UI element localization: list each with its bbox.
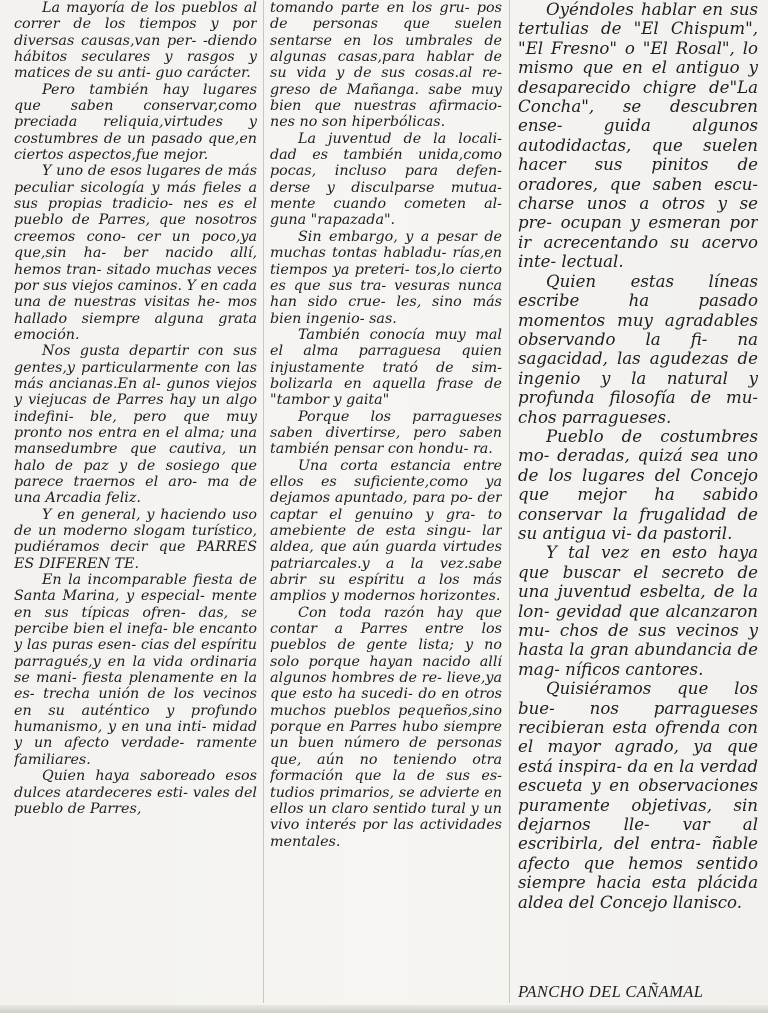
paragraph: Pero también hay lugares que saben conservar,como preciada reliquia,virtudes y costumbres de un pasado que,en ciertos aspectos,fue mejor. — [14, 81, 257, 164]
paragraph: Quien estas líneas escribe ha pasado momentos muy agradables observando la fi- na sagacidad, las agudezas de ingenio y la natural y profunda filosofía de mu- chos parragueses. — [518, 271, 758, 427]
paragraph: Y uno de esos lugares de más peculiar sicología y más fieles a sus propias tradicio- nes es el pueblo de Parres, que nosotros creemos cono- cer un poco,ya que,sin ha- ber nacido allí, hemos tran- sitado muchas veces por sus viejos caminos. Y en cada una de nuestras visitas he- mos hallado siempre alguna grata emoción. — [14, 163, 257, 343]
paragraph: La mayoría de los pueblos al correr de los tiempos y por diversas causas,van per- -diendo hábitos seculares y rasgos y matices de su anti- guo carácter. — [14, 0, 257, 82]
column-divider — [263, 0, 264, 1003]
paragraph: Quisiéramos que los bue- nos parragueses recibieran esta ofrenda con el mayor agrado, ya que está inspira- da en la verdad escueta y en observaciones puramente objetivas, sin dejarnos lle- var al escribirla, del entra- ñable afecto que hemos sentido siempre hacia esta plácida aldea del Concejo llanisco. — [518, 679, 758, 912]
paragraph: Y en general, y haciendo uso de un moderno slogam turístico, pudiéramos decir que PARRES ES DIFEREN TE. — [14, 506, 257, 572]
paragraph: Oyéndoles hablar en sus tertulias de "El Chispum", "El Fresno" o "El Rosal", lo mismo que en el antiguo y desaparecido chigre de"La Concha", se descubren ense- guida algunos autodidactas, que suelen hacer sus pinitos de oradores, que saben escu- charse unos a otros y se pre- ocupan y esmeran por ir acrecentando su acervo inte- lectual. — [518, 0, 758, 272]
paragraph: Nos gusta departir con sus gentes,y particularmente con las más ancianas.En al- gunos viejos y viejucas de Parres hay un algo indefini- ble, pero que muy pronto nos entra en el alma; una mansedumbre que cautiva, un halo de paz y de sosiego que parece traernos el aro- ma de una Arcadia feliz. — [14, 343, 257, 507]
paragraph: Con toda razón hay que contar a Parres entre los pueblos de gente lista; y no solo porque hayan nacido allí algunos hombres de re- lieve,ya que esto ha sucedi- do en otros muchos pueblos pequeños,sino porque en Parres hubo siempre un buen número de personas que, aún no teniendo otra formación que la de sus es- tudios primarios, se advierte en ellos un claro sentido tural y un vivo interés por las actividades mentales. — [270, 604, 502, 850]
column-divider — [509, 0, 510, 1003]
paragraph: Y tal vez en esto haya que buscar el secreto de una juventud esbelta, de la lon- gevidad que alcanzaron mu- chos de sus vecinos y hasta la gran abundancia de mag- níficos cantores. — [518, 543, 758, 679]
paragraph: Pueblo de costumbres mo- deradas, quizá sea uno de los lugares del Concejo que mejor ha sabido conservar la frugalidad de su antigua vi- da pastoril. — [518, 426, 758, 543]
paragraph: Sin embargo, y a pesar de muchas tontas habladu- rías,en tiempos ya preteri- tos,lo cierto es que sus tra- vesuras nunca han sido crue- les, sino más bien ingenio- sas. — [270, 228, 502, 327]
article-column-3 — [518, 0, 758, 1001]
article-column-1 — [14, 0, 257, 1001]
paragraph: La juventud de la locali- dad es también unida,como pocas, incluso para defen- derse y disculparse mutua- mente cuando cometen al- guna "rapazada". — [270, 130, 502, 229]
paragraph: Una corta estancia entre ellos es suficiente,como ya dejamos apuntado, para po- der captar el genuino y gra- to amebiente de esta singu- lar aldea, que aún guarda virtudes patriarcales.y a la vez.sabe abrir su espíritu a los más amplios y modernos horizontes. — [270, 457, 502, 605]
paragraph: Quien haya saboreado esos dulces atardeceres esti- vales del pueblo de Parres, — [14, 768, 257, 817]
paragraph: También conocía muy mal el alma parraguesa quien injustamente trató de sim- bolizarla en aquella frase de "tambor y gaita" — [270, 326, 502, 409]
paragraph: tomando parte en los gru- pos de personas que suelen sentarse en los umbrales de algunas casas,para hablar de su vida y de sus cosas.al re- greso de Mañanga. sabe muy bien que nuestras afirmacio- nes no son hiperbólicas. — [270, 0, 502, 131]
author-signature: PANCHO DEL CAÑAMAL — [518, 982, 704, 1001]
article-column-2 — [270, 0, 502, 1001]
page-edge — [0, 1005, 768, 1013]
paragraph: Porque los parragueses saben divertirse, pero saben también pensar con hondu- ra. — [270, 408, 502, 458]
paragraph: En la incomparable fiesta de Santa Marina, y especial- mente en sus típicas ofren- das, se percibe bien el inefa- ble encanto y las puras esen- cias del espíritu parragués,y en la vida ordinaria se mani- fiesta plenamente en la es- trecha unión de los vecinos en su auténtico y profundo humanismo, y en una inti- midad y un afecto verdade- ramente familiares. — [14, 572, 257, 768]
